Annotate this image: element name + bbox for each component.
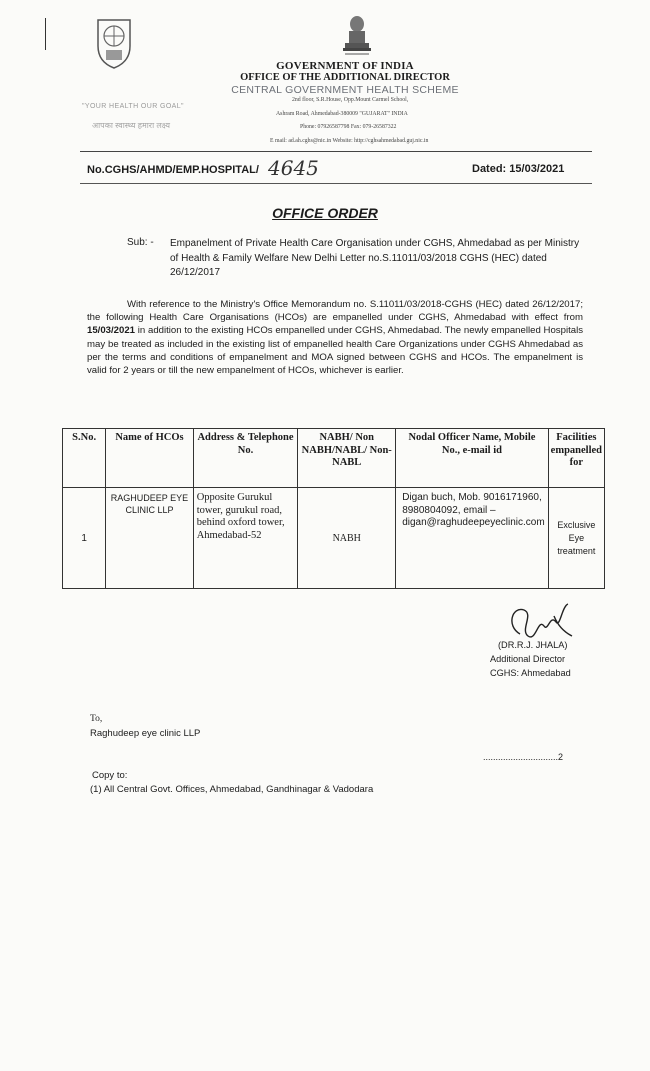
empanelment-table bbox=[62, 428, 605, 589]
header-sno: S.No. bbox=[63, 429, 106, 488]
cell-name: RAGHUDEEP EYE CLINIC LLP bbox=[106, 488, 193, 589]
signatory-title: Additional Director bbox=[490, 654, 566, 664]
signature-scribble bbox=[498, 596, 578, 644]
table-row bbox=[63, 488, 605, 589]
cell-nodal: Digan buch, Mob. 9016171960, 8980804092, email – digan@raghudeepeyeclinic.com bbox=[396, 488, 548, 589]
header-nodal: Nodal Officer Name, Mobile No., e-mail id bbox=[396, 429, 548, 488]
address-line-1: 2nd floor, S.R.House, Opp.Mount Carmel School, bbox=[292, 97, 409, 103]
office-heading: OFFICE OF THE ADDITIONAL DIRECTOR bbox=[240, 72, 450, 83]
motto-english: "YOUR HEALTH OUR GOAL" bbox=[82, 103, 184, 110]
body-paragraph bbox=[87, 298, 583, 377]
page-continuation: ..............................2 bbox=[483, 752, 564, 762]
cell-address: Opposite Gurukul tower, gurukul road, behind oxford tower, Ahmedabad-52 bbox=[193, 488, 298, 589]
addressee: Raghudeep eye clinic LLP bbox=[90, 728, 201, 739]
handwritten-number: 4645 bbox=[268, 156, 319, 180]
margin-mark bbox=[45, 18, 46, 50]
to-label: To, bbox=[90, 714, 103, 724]
copy-to-label: Copy to: bbox=[92, 770, 128, 781]
scheme-heading: CENTRAL GOVERNMENT HEALTH SCHEME bbox=[231, 84, 459, 96]
reference-divider bbox=[80, 183, 592, 184]
motto-hindi: आपका स्वास्थ्य हमारा लक्ष्य bbox=[92, 121, 170, 130]
header-address: Address & Telephone No. bbox=[193, 429, 298, 488]
header-facilities: Facilities empanelled for bbox=[548, 429, 604, 488]
table-header-row bbox=[63, 429, 605, 488]
body-text-1: With reference to the Ministry's Office Memorandum no. S.11011/03/2018-CGHS (HEC) dated 26/12/2017; the following Health Care Organisations (HCOs) are empanelled under CGHS, Ahmedabad with effect from bbox=[87, 299, 583, 324]
subject-label: Sub: - bbox=[127, 237, 154, 248]
signatory-office: CGHS: Ahmedabad bbox=[490, 668, 571, 678]
phone-line: Phone: 07926587798 Fax: 079-26587322 bbox=[300, 124, 397, 130]
email-line: E mail: ad.ah.cghs@nic.in Website: http://cghsahmedabad.guj.nic.in bbox=[270, 138, 429, 144]
cell-facilities: Exclusive Eye treatment bbox=[548, 488, 604, 589]
signatory-name: (DR.R.J. JHALA) bbox=[498, 640, 568, 650]
subject-text: Empanelment of Private Health Care Organisation under CGHS, Ahmedabad as per Ministry of Health & Family Welfare New Delhi Letter no.S.11011/03/2018 CGHS (HEC) dated 26/12/2017 bbox=[170, 238, 580, 278]
header-nabh: NABH/ Non NABH/NABL/ Non-NABL bbox=[298, 429, 396, 488]
copy-recipient-1: (1) All Central Govt. Offices, Ahmedabad, Gandhinagar & Vadodara bbox=[90, 784, 374, 795]
cell-sno: 1 bbox=[63, 488, 106, 589]
order-date: Dated: 15/03/2021 bbox=[472, 163, 565, 175]
header-divider bbox=[80, 151, 592, 152]
govt-heading: GOVERNMENT OF INDIA bbox=[276, 60, 414, 72]
cell-nabh: NABH bbox=[298, 488, 396, 589]
body-text-2: in addition to the existing HCOs empanelled under CGHS, Ahmedabad. The newly empanelled Hospitals may be treated as included in the existing list of empanelled health Care Organizations under CGHS Ahmedabad as per the terms and conditions of empanelment and MOA signed between CGHS and HCOs. The empanelment is valid for 2 years or till the new empanelment of HCOs, whichever is earlier. bbox=[87, 325, 583, 377]
effective-date: 15/03/2021 bbox=[87, 325, 136, 337]
header-name: Name of HCOs bbox=[106, 429, 193, 488]
page-title: OFFICE ORDER bbox=[272, 205, 378, 221]
reference-number: No.CGHS/AHMD/EMP.HOSPITAL/ bbox=[87, 164, 259, 176]
cghs-logo bbox=[92, 16, 136, 70]
national-emblem bbox=[340, 14, 374, 60]
address-line-2: Ashram Road, Ahmedabad-380009 "GUJARAT" INDIA bbox=[276, 111, 408, 117]
